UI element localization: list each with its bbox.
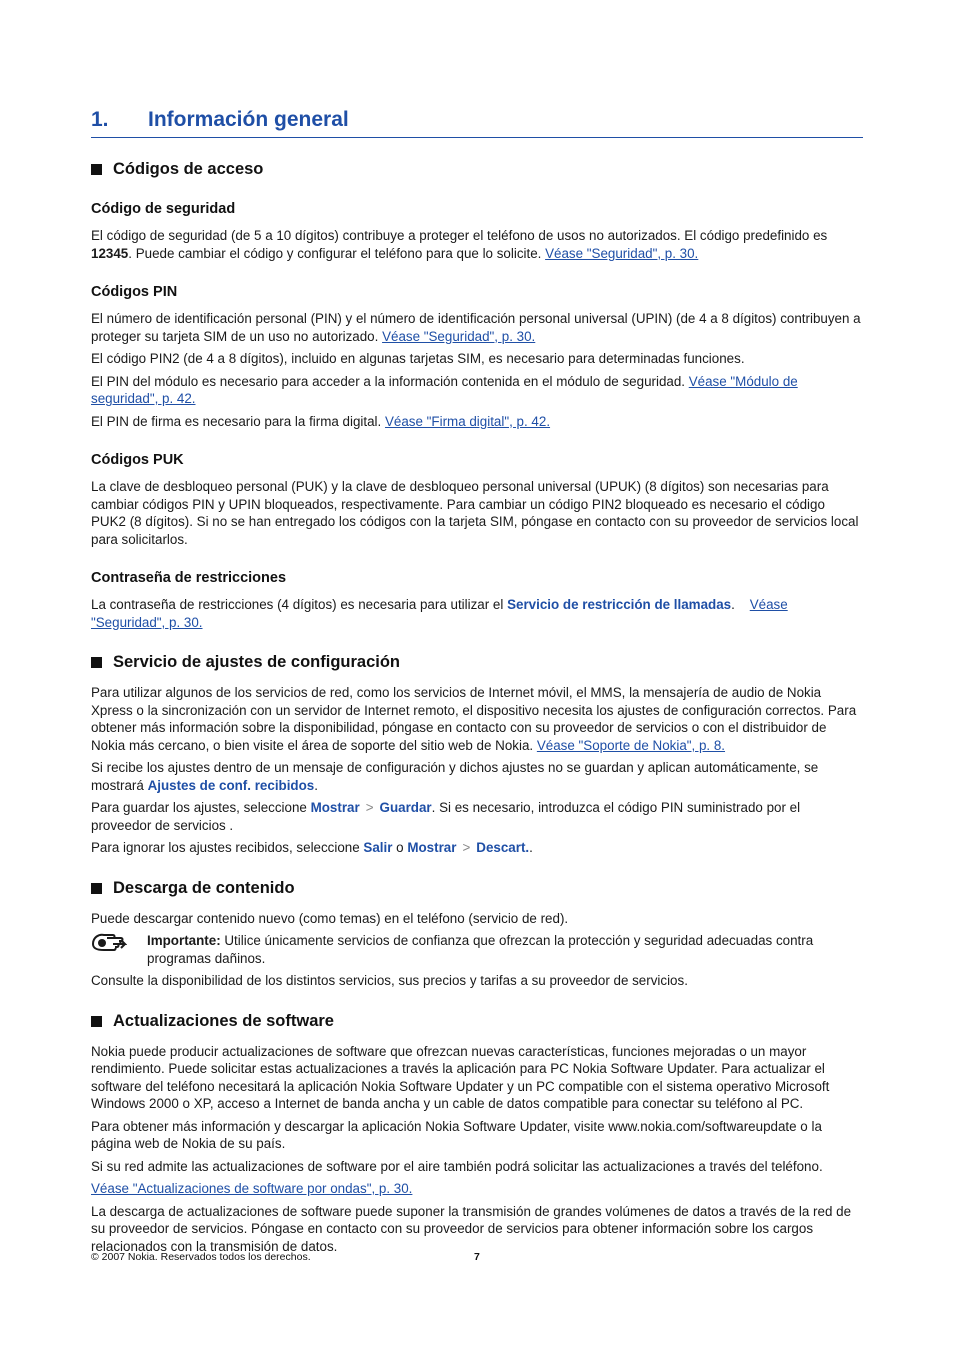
paragraph: La contraseña de restricciones (4 dígitos) es necesaria para utilizar el Servicio de restricción de llamadas. Véase "Seguridad", p. 30. [91,597,788,630]
chapter-number: 1. [91,108,109,131]
chevron-right-icon: > [365,800,374,815]
subheading-restriction-password: Contraseña de restricciones [91,570,287,586]
paragraph: Para ignorar los ajustes recibidos, seleccione Salir o Mostrar > Descart.. [91,840,533,855]
paragraph: El código PIN2 (de 4 a 8 dígitos), incluido en algunas tarjetas SIM, es necesario para determinadas funciones. [91,351,745,366]
subheading-security-code: Código de seguridad [91,201,236,217]
square-bullet-icon [91,657,102,668]
note-label: Importante: [147,933,221,948]
section-heading-content-download [91,879,863,898]
section-title: Actualizaciones de software [113,1011,334,1030]
paragraph: El código de seguridad (de 5 a 10 dígitos) contribuye a proteger el teléfono de usos no autorizados. El código predefinido es 12345. Puede cambiar el código y configurar el teléfono para que lo solicite. Véase "Seguridad", p. 30. [91,228,828,261]
subheading-pin-codes: Códigos PIN [91,284,178,300]
link-nokia-support[interactable]: Véase "Soporte de Nokia", p. 8. [536,737,726,753]
section-heading-access-codes [91,160,863,179]
paragraph: Nokia puede producir actualizaciones de software que ofrezcan nuevas características, funciones mejoradas o un mayor rendimiento. Puede solicitar estas actualizaciones a través la aplicación para PC Nokia Software Updater. Para actualizar el software del teléfono necesitará la aplicación Nokia Software Updater y un PC compatible con el sistema operativo Microsoft Windows 2000 o XP, acceso a Internet de banda ancha y un cable de datos compatible para conectar su teléfono al PC. [91,1043,830,1111]
link-security[interactable]: Véase "Seguridad", p. 30. [545,245,699,261]
square-bullet-icon [91,164,102,175]
link-security[interactable]: Véase "Seguridad", p. 30. [382,328,536,344]
link-security-module[interactable]: Véase "Módulo de seguridad", p. 42. [91,373,798,406]
paragraph: Consulte la disponibilidad de los distintos servicios, sus precios y tarifas a su proveedor de servicios. [91,973,688,988]
paragraph: La descarga de actualizaciones de software puede suponer la transmisión de grandes volúmenes de datos a través de la red de su proveedor de servicios. Póngase en contacto con su proveedor de servicios para obtener información sobre los cargos relacionados con la transmisión de datos. [91,1203,852,1254]
section-title: Descarga de contenido [113,878,295,897]
page-content [91,108,863,1260]
chevron-right-icon: > [462,840,471,855]
paragraph: El número de identificación personal (PIN) y el número de identificación personal universal (UPIN) (de 4 a 8 dígitos) contribuyen a proteger su tarjeta SIM de un uso no autorizado. Véase "Seguridad", p. 30. [91,311,861,344]
paragraph: Para utilizar algunos de los servicios de red, como los servicios de Internet móvil, el MMS, la mensajería de audio de Nokia Xpress o la sincronización con un servidor de Internet remoto, el dispositivo necesita los ajustes de configuración correctos. Para obtener más información sobre la disponibilidad, póngase en contacto con su proveedor de servicios o con el distribuidor de Nokia más cercano, o bien visite el área de soporte del sitio web de Nokia. Véase "Soporte de Nokia", p. 8. [91,685,857,753]
ui-term: Mostrar [310,800,360,815]
square-bullet-icon [91,883,102,894]
paragraph [91,1180,863,1198]
chapter-heading [91,108,863,138]
section-title: Códigos de acceso [113,160,264,178]
paragraph: Puede descargar contenido nuevo (como temas) en el teléfono (servicio de red). [91,910,569,926]
paragraph: Si su red admite las actualizaciones de software por el aire también podrá solicitar las actualizaciones a través del teléfono. [91,1158,823,1174]
chapter-title: Información general [148,108,349,131]
section-heading-configuration [91,653,863,672]
section-heading-software-updates [91,1012,863,1031]
pointing-hand-icon [91,932,147,967]
paragraph: Para guardar los ajustes, seleccione Mostrar > Guardar. Si es necesario, introduzca el código PIN suministrado por el proveedor de servicios . [91,800,801,833]
ui-term: Servicio de restricción de llamadas [507,597,732,612]
default-code: 12345 [91,245,129,261]
ui-term: Descart. [476,840,530,855]
ui-term: Salir [363,840,393,855]
paragraph: Si recibe los ajustes dentro de un mensaje de configuración y dichos ajustes no se guardan y aplican automáticamente, se mostrará Ajustes de conf. recibidos. [91,760,819,793]
link-ota-updates[interactable]: Véase "Actualizaciones de software por ondas", p. 30. [91,1181,413,1196]
ui-term: Mostrar [407,840,457,855]
square-bullet-icon [91,1016,102,1027]
paragraph: El PIN del módulo es necesario para acceder a la información contenida en el módulo de seguridad. Véase "Módulo de seguridad", p. 42. [91,373,798,406]
copyright: © 2007 Nokia. Reservados todos los derechos. [91,1251,311,1263]
paragraph: El PIN de firma es necesario para la firma digital. Véase "Firma digital", p. 42. [91,413,551,429]
ui-term: Ajustes de conf. recibidos [147,777,315,793]
link-security[interactable]: Véase "Seguridad", p. 30. [91,597,788,630]
paragraph: La clave de desbloqueo personal (PUK) y la clave de desbloqueo personal universal (UPUK) (8 dígitos) son necesarias para cambiar códigos PIN y UPIN bloqueados, respectivamente. Para cambiar un código PIN2 bloqueado es necesario el código PUK2 (8 dígitos). Si no se han entregado los códigos con la tarjeta SIM, póngase en contacto con su proveedor de servicios local para solicitarlos. [91,479,859,547]
subheading-puk-codes: Códigos PUK [91,452,184,468]
paragraph: Para obtener más información y descargar la aplicación Nokia Software Updater, visite www.nokia.com/softwareupdate o la página web de Nokia de su país. [91,1118,822,1151]
page-footer [91,1251,863,1263]
important-note: Importante: Utilice únicamente servicios de confianza que ofrezcan la protección y seguridad adecuadas contra programas dañinos. [91,932,863,967]
link-digital-signature[interactable]: Véase "Firma digital", p. 42. [384,413,551,429]
page-number: 7 [474,1251,480,1263]
section-title: Servicio de ajustes de configuración [113,653,401,671]
ui-term: Guardar [379,800,432,815]
